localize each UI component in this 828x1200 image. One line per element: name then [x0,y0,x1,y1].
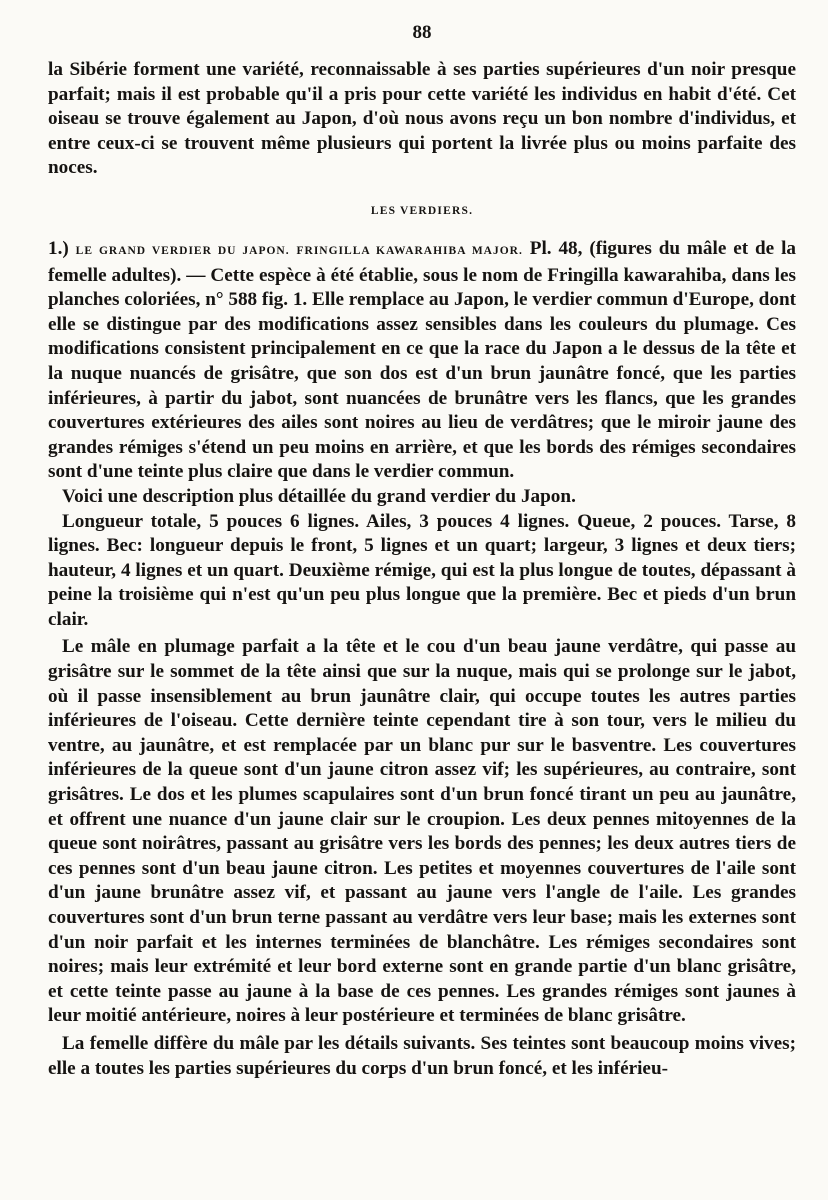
species-description: Pl. 48, (figures du mâle et de la femelle adultes). — Cette espèce à été établie, sous le nom de Fringilla kawarahiba, dans les planches coloriées, n° 588 fig. 1. Elle remplace au Japon, le verdier commun d'Europe, dont elle se distingue par des modifications assez sensibles dans les couleurs du plumage. Ces modifications consistent principalement en ce que la race du Japon a le dessus de la tête et la nuque nuancés de grisâtre, que son dos est d'un brun jaunâtre foncé, que les parties inférieures, à partir du jabot, sont nuancées de brunâtre vers les flancs, que les grandes couvertures extérieures des ailes sont noires au lieu de verdâtres; que le miroir jaune des grandes rémiges s'étend un peu moins en arrière, et que les bords des rémiges secondaires sont d'une teinte plus claire que dans le verdier commun. [48,237,796,483]
page-number: 88 [412,22,432,43]
document-page [48,22,796,1081]
male-plumage-paragraph: Le mâle en plumage parfait a la tête et le cou d'un beau jaune verdâtre, qui passe au grisâtre sur le sommet de la tête ainsi que sur la nuque, mais qui se prolonge sur le jabot, où il passe insensiblement au brun jaunâtre clair, qui occupe toutes les autres parties inférieures de l'oiseau. Cette dernière teinte cependant tire à son tour, vers le milieu du ventre, au jaunâtre, et est remplacée par un blanc pur sur le basventre. Les couvertures inférieures de la queue sont d'un jaune citron assez vif; les supérieures, au contraire, sont grisâtres. Le dos et les plumes scapulaires sont d'un brun foncé tirant un peu au jaunâtre, et offrent une nuance d'un jaune clair sur le croupion. Les deux pennes mitoyennes de la queue sont noirâtres, passant au grisâtre vers les bords des pennes; les deux autres tiers de ces pennes sont d'un beau jaune citron. Les petites et moyennes couvertures de l'aile sont d'un jaune brunâtre assez vif, et passant au jaune vers l'angle de l'aile. Les grandes couvertures sont d'un brun terne passant au verdâtre vers leur base; mais les externes sont d'un noir parfait et les internes terminées de blanchâtre. Les rémiges secondaires sont noires; mais leur extrémité et leur bord externe sont en grande partie d'un blanc grisâtre, et cette teinte passe au jaune à la base de ces pennes. Les grandes rémiges sont jaunes à leur moitié antérieure, noires à leur postérieure et terminées de blanc grisâtre. [48,636,796,1027]
intro-description-paragraph: Voici une description plus détaillée du grand verdier du Japon. [62,485,576,507]
section-heading: LES VERDIERS. [370,204,474,217]
measurements-paragraph: Longueur totale, 5 pouces 6 lignes. Ailes, 3 pouces 4 lignes. Queue, 2 pouces. Tarse, 8 lignes. Bec: longueur depuis le front, 5 lignes et un quart; largeur, 3 lignes et deux tiers; hauteur, 4 lignes et un quart. Deuxième rémige, qui est la plus longue de toutes, dépassant à peine la troisième qui n'est qu'un peu plus longue que la première. Bec et pieds d'un brun clair. [48,510,796,630]
species-latin-name: FRINGILLA KAWARAHIBA MAJOR. [296,244,523,257]
continuation-paragraph: la Sibérie forment une variété, reconnaissable à ses parties supérieures d'un noir presque parfait; mais il est probable qu'il a pris pour cette variété les individus en habit d'été. Cet oiseau se trouve également au Japon, d'où nous avons reçu un bon nombre d'individus, et entre ceux-ci se trouvent même plusieurs qui portent la livrée plus ou moins parfaite des noces. [48,59,796,179]
entry-number: 1.) [48,237,69,259]
female-paragraph: La femelle diffère du mâle par les détails suivants. Ses teintes sont beaucoup moins vives; elle a toutes les parties supérieures du corps d'un brun foncé, et les inférieu- [48,1032,796,1079]
species-common-name: LE GRAND VERDIER DU JAPON. [75,244,290,257]
species-entry [48,237,796,485]
